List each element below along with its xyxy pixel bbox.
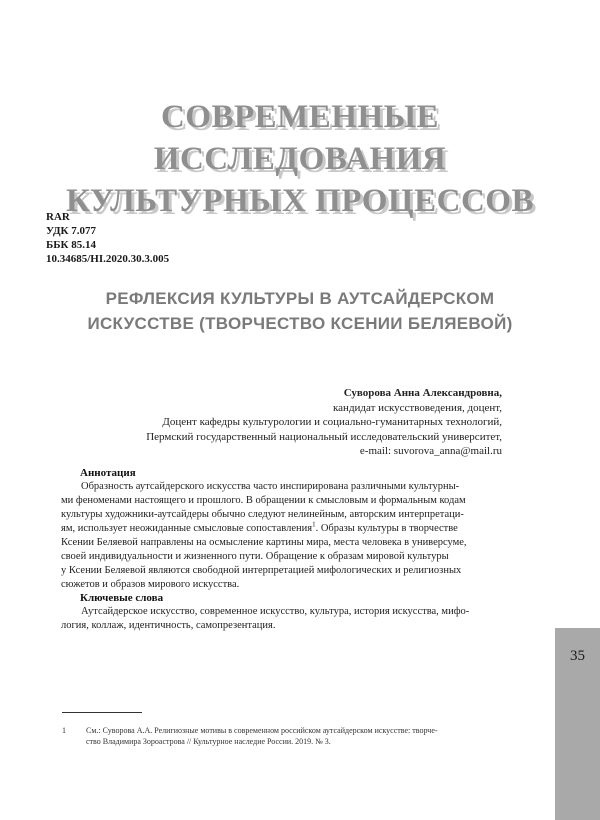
footnote-text (62, 725, 512, 747)
abstract-line: Образность аутсайдерского искусства часто инспирирована различными культурны- (81, 481, 460, 492)
journal-title-line-2: КУЛЬТУРНЫХ ПРОЦЕССОВ (66, 183, 534, 219)
classification-codes (46, 210, 169, 266)
footnote-ref[interactable]: 1 (312, 520, 316, 529)
bbk-code: ББК 85.14 (46, 239, 97, 251)
article-title-line-2: ИСКУССТВЕ (ТВОРЧЕСТВО КСЕНИИ БЕЛЯЕВОЙ) (87, 314, 513, 333)
journal-title (30, 96, 570, 222)
page-side-tab (555, 628, 600, 820)
author-position: Доцент кафедры культурологии и социально-гуманитарных технологий, (162, 416, 502, 428)
article-title-line-1: РЕФЛЕКСИЯ КУЛЬТУРЫ В АУТСАЙДЕРСКОМ (105, 289, 495, 308)
rar-code: RAR (46, 211, 70, 223)
keywords-heading: Ключевые слова (80, 592, 164, 604)
footnote (62, 725, 512, 747)
abstract-heading: Аннотация (80, 467, 136, 479)
doi-code: 10.34685/HI.2020.30.3.005 (46, 253, 170, 265)
abstract-line: Ксении Беляевой направлены на осмысление картины мира, места человека в универсуме, (61, 537, 467, 548)
abstract-line: культуры художники-аутсайдеры обычно следуют нелинейным, авторским интерпретаци- (61, 509, 464, 520)
abstract-line: сюжетов и образов мирового искусства. (61, 579, 240, 590)
footnote-divider (62, 712, 142, 713)
page-number: 35 (570, 648, 585, 664)
abstract-body (61, 480, 506, 592)
author-university: Пермский государственный национальный исследовательский университет, (146, 430, 502, 443)
keywords-body (61, 605, 506, 633)
article-title (40, 286, 560, 336)
abstract-line-with-footnote (61, 522, 506, 536)
keywords-line: логия, коллаж, идентичность, самопрезентация. (61, 620, 276, 631)
author-email[interactable]: e-mail: suvorova_anna@mail.ru (359, 445, 502, 457)
abstract-line: ми феноменами настоящего и прошлого. В обращении к смысловым и формальным кодам (61, 495, 466, 506)
author-name: Суворова Анна Александровна, (343, 387, 502, 399)
author-block (82, 386, 502, 459)
keywords-line: Аутсайдерское искусство, современное искусство, культура, история искусства, мифо- (81, 606, 470, 617)
author-degree: кандидат искусствоведения, доцент, (333, 401, 502, 414)
footnote-line: ство Владимира Зороастрова // Культурное наследие России. 2019. № 3. (86, 737, 331, 746)
journal-title-line-1: СОВРЕМЕННЫЕ ИССЛЕДОВАНИЯ (153, 99, 447, 177)
udk-code: УДК 7.077 (46, 225, 97, 237)
abstract-line: у Ксении Беляевой являются свободной интерпретацией мифологических и религиозных (61, 565, 462, 576)
abstract-line: своей индивидуальности и жизненного пути. Обращение к образам мировой культуры (61, 551, 449, 562)
abstract-line-part: . Образы культуры в творчестве (315, 523, 458, 534)
footnote-line: См.: Суворова А.А. Религиозные мотивы в современном российском аутсайдерском искусстве: творче- (86, 726, 438, 735)
footnote-number: 1 (62, 726, 66, 735)
abstract-line-part: ям, использует неожиданные смысловые сопоставления (61, 523, 313, 534)
